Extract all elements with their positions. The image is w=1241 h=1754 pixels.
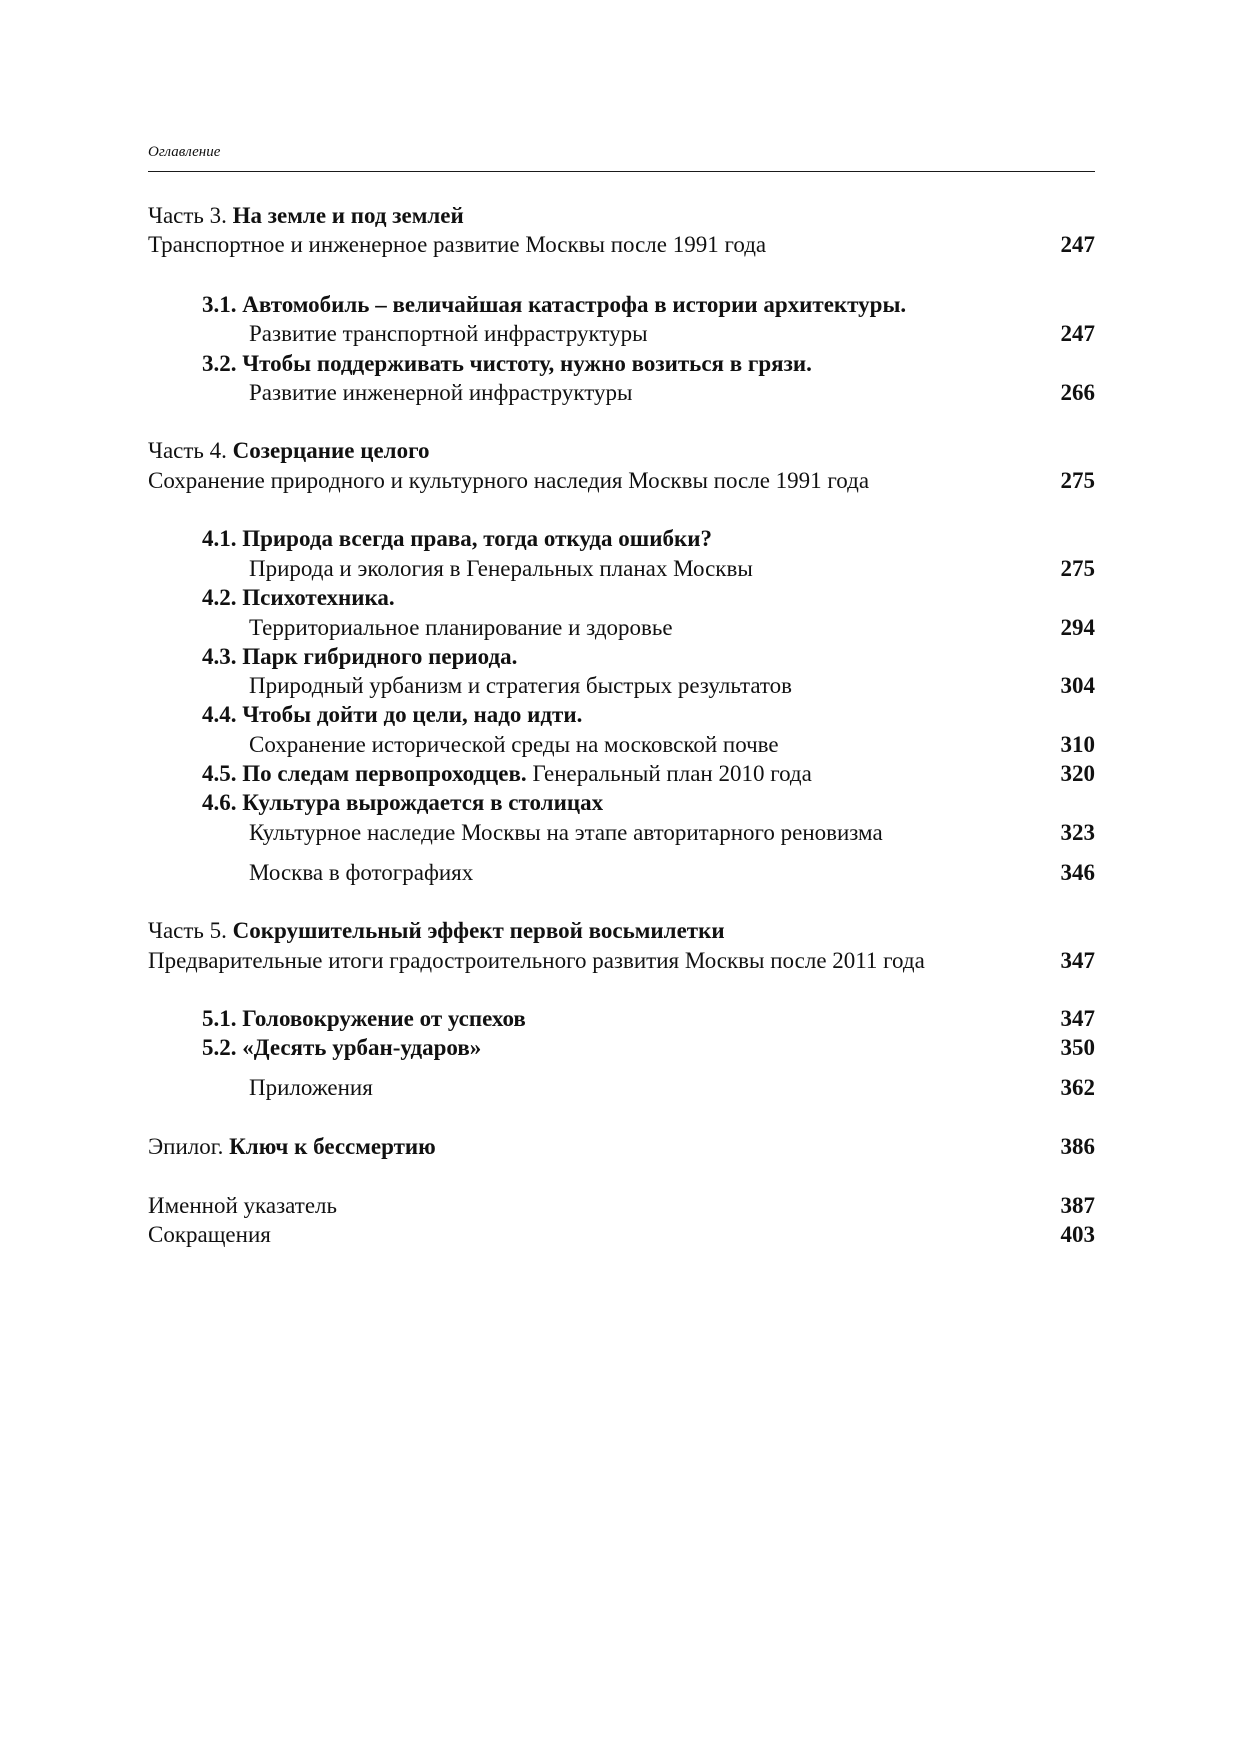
section-heading: 3.1. Автомобиль – величайшая катастрофа в истории архитектуры. <box>202 292 907 317</box>
section-heading: 4.6. Культура вырождается в столицах <box>202 790 604 815</box>
toc-section-4-6-subtitle[interactable] <box>202 818 1095 848</box>
section-heading: 4.5. По следам первопроходцев. <box>202 761 527 786</box>
toc-section-4-3[interactable] <box>202 642 1095 672</box>
toc-section-3-1-subtitle[interactable] <box>202 319 1095 349</box>
page-number: 247 <box>1060 321 1095 346</box>
section-subtitle: Развитие транспортной инфраструктуры <box>249 321 648 346</box>
section-heading: 4.4. Чтобы дойти до цели, надо идти. <box>202 702 583 727</box>
toc-abbreviations[interactable] <box>148 1220 1095 1250</box>
part-subtitle: Транспортное и инженерное развитие Москвы после 1991 года <box>148 232 767 257</box>
toc-part-5-subtitle[interactable] <box>148 946 1095 976</box>
section-heading: 3.2. Чтобы поддерживать чистоту, нужно возиться в грязи. <box>202 351 812 376</box>
page-number: 247 <box>1060 232 1095 257</box>
section-subtitle: Природный урбанизм и стратегия быстрых результатов <box>249 673 793 698</box>
toc-part-4-subtitle[interactable] <box>148 466 1095 496</box>
entry-label: Именной указатель <box>148 1193 338 1218</box>
part-title: Сокрушительный эффект первой восьмилетки <box>232 918 725 943</box>
page-number: 294 <box>1060 615 1095 640</box>
section-heading: 4.3. Парк гибридного периода. <box>202 644 518 669</box>
section-subtitle: Культурное наследие Москвы на этапе авторитарного реновизма <box>249 820 883 845</box>
section-heading: 5.2. «Десять урбан-ударов» <box>202 1035 482 1060</box>
page-number: 346 <box>1060 860 1095 885</box>
entry-label: Приложения <box>249 1075 373 1100</box>
part-prefix: Часть 4. <box>148 438 233 463</box>
page-number: 362 <box>1060 1075 1095 1100</box>
page-number: 347 <box>1060 1006 1095 1031</box>
epilogue-title: Ключ к бессмертию <box>229 1134 436 1159</box>
part-subtitle: Сохранение природного и культурного наследия Москвы после 1991 года <box>148 468 870 493</box>
header-rule <box>148 171 1095 172</box>
toc-section-3-2-subtitle[interactable] <box>202 378 1095 408</box>
section-subtitle: Развитие инженерной инфраструктуры <box>249 380 633 405</box>
toc-section-4-2[interactable] <box>202 583 1095 613</box>
toc-appendices[interactable] <box>202 1073 1095 1103</box>
toc-photos[interactable] <box>202 858 1095 888</box>
page-number: 350 <box>1060 1035 1095 1060</box>
running-head: Оглавление <box>148 144 221 160</box>
toc-section-5-2[interactable] <box>202 1033 1095 1063</box>
page-number: 275 <box>1060 468 1095 493</box>
entry-label: Москва в фотографиях <box>249 860 474 885</box>
toc-section-4-1[interactable] <box>202 524 1095 554</box>
page-number: 323 <box>1060 820 1095 845</box>
page-number: 275 <box>1060 556 1095 581</box>
toc-section-4-4-subtitle[interactable] <box>202 730 1095 760</box>
section-subtitle: Природа и экология в Генеральных планах Москвы <box>249 556 753 581</box>
toc-section-4-6[interactable] <box>202 788 1095 818</box>
part-subtitle: Предварительные итоги градостроительного развития Москвы после 2011 года <box>148 948 925 973</box>
toc-section-4-4[interactable] <box>202 700 1095 730</box>
part-prefix: Часть 3. <box>148 203 233 228</box>
toc-part-3-subtitle[interactable] <box>148 230 1095 260</box>
toc-part-4[interactable] <box>148 436 1095 466</box>
entry-label: Сокращения <box>148 1222 271 1247</box>
section-subtitle: Территориальное планирование и здоровье <box>249 615 673 640</box>
toc-section-3-2[interactable] <box>202 349 1095 379</box>
section-subtitle: Сохранение исторической среды на московской почве <box>249 732 779 757</box>
toc-section-4-2-subtitle[interactable] <box>202 613 1095 643</box>
toc-section-5-1[interactable] <box>202 1004 1095 1034</box>
epilogue-prefix: Эпилог. <box>148 1134 230 1159</box>
part-title: Созерцание целого <box>232 438 430 463</box>
toc-section-4-3-subtitle[interactable] <box>202 671 1095 701</box>
page-number: 266 <box>1060 380 1095 405</box>
section-inline-subtitle: Генеральный план 2010 года <box>526 761 812 786</box>
page-number: 304 <box>1060 673 1095 698</box>
part-prefix: Часть 5. <box>148 918 233 943</box>
toc-part-5[interactable] <box>148 916 1095 946</box>
page-number: 347 <box>1060 948 1095 973</box>
page-number: 386 <box>1060 1134 1095 1159</box>
part-title: На земле и под землей <box>232 203 464 228</box>
page-number: 310 <box>1060 732 1095 757</box>
toc-part-3[interactable] <box>148 201 1095 231</box>
page-number: 403 <box>1060 1222 1095 1247</box>
section-heading: 4.2. Психотехника. <box>202 585 395 610</box>
section-heading: 4.1. Природа всегда права, тогда откуда ошибки? <box>202 526 712 551</box>
toc-section-4-1-subtitle[interactable] <box>202 554 1095 584</box>
page-number: 387 <box>1060 1193 1095 1218</box>
toc-section-4-5[interactable] <box>202 759 1095 789</box>
toc-epilogue[interactable] <box>148 1132 1095 1162</box>
section-heading: 5.1. Головокружение от успехов <box>202 1006 526 1031</box>
toc-section-3-1[interactable] <box>202 290 1095 320</box>
toc-name-index[interactable] <box>148 1191 1095 1221</box>
page-number: 320 <box>1060 761 1095 786</box>
